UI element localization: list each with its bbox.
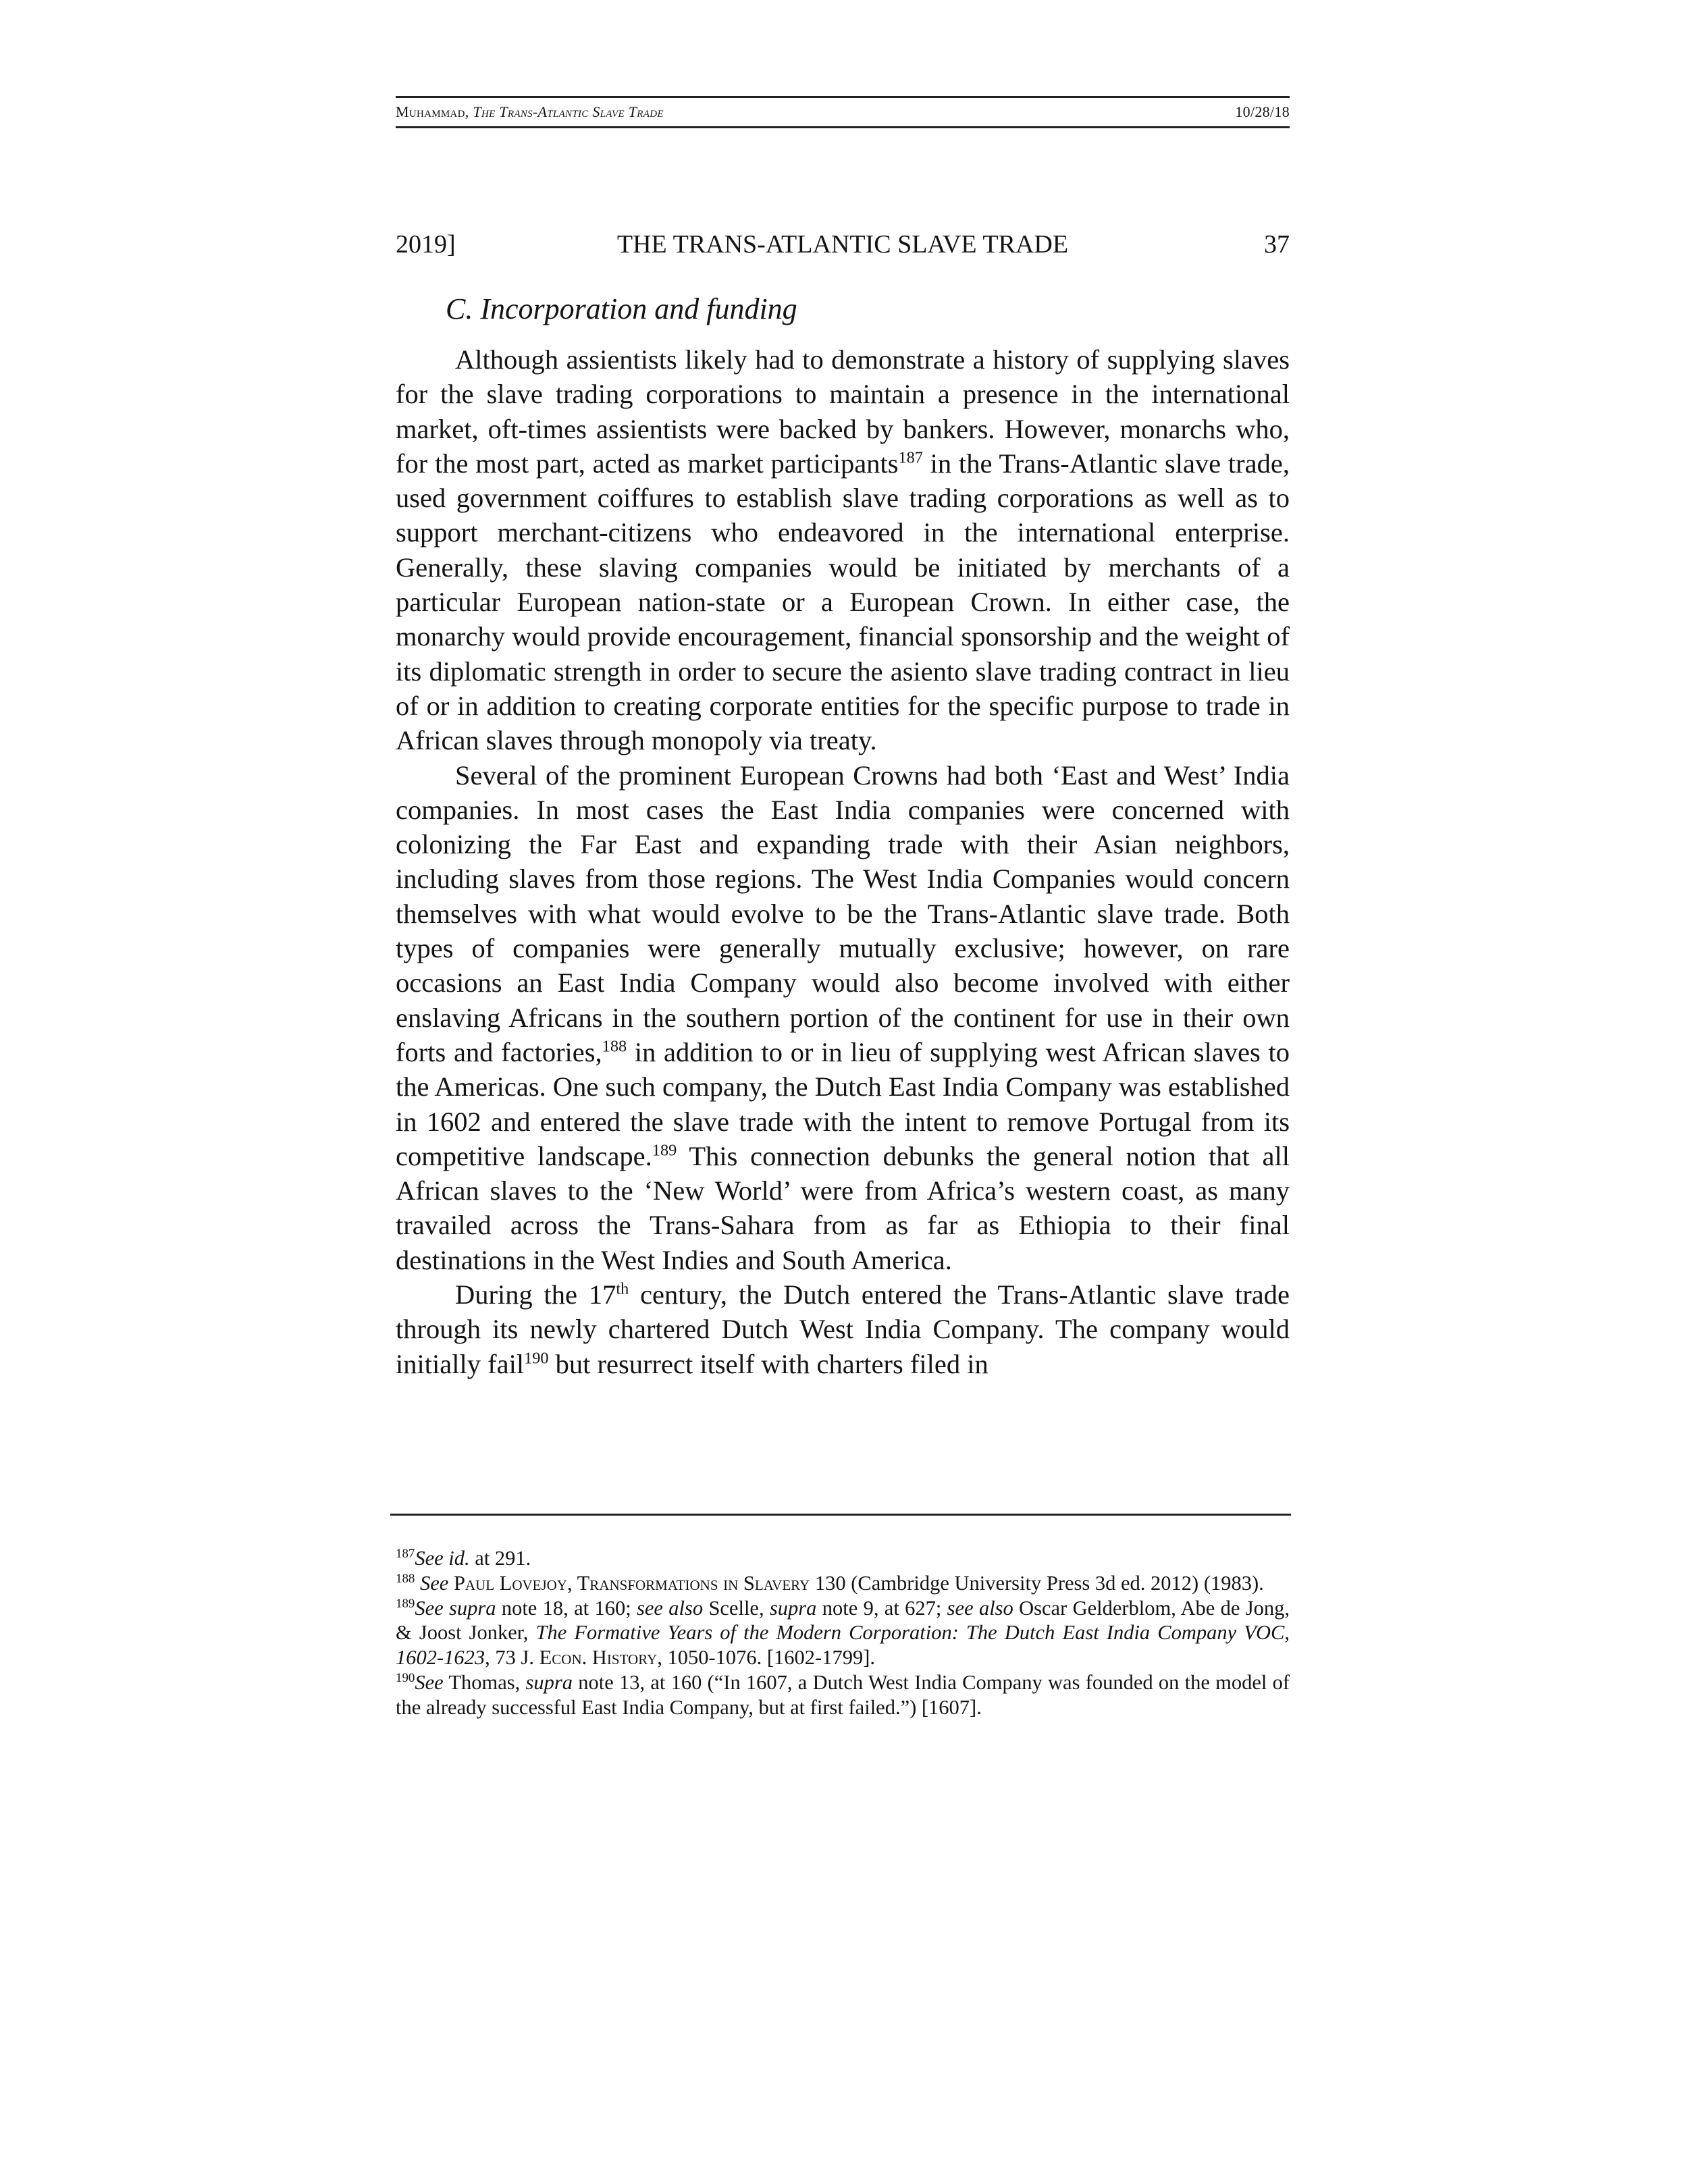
- page-header: [396, 225, 1290, 263]
- paragraph-text: century, the Dutch entered the Trans-Atlantic slave trade through its newly chartered Dutch West India Company. The company would initially fail: [396, 1279, 1290, 1379]
- footnote: [396, 1546, 1290, 1571]
- footnote-text: Oscar Gelderblom, Abe de Jong, & Joost Jonker,: [396, 1596, 1290, 1645]
- paragraph-text: in the Trans-Atlantic slave trade, used government coiffures to establish slave trading corporations as well as to support merchant-citizens who endeavored in the international enterprise. Generally, these slaving companies would be initiated by merchants of a particular European nation-state or a European Crown. In either case, the monarchy would provide encouragement, financial sponsorship and the weight of its diplomatic strength in order to secure the asiento slave trading contract in lieu of or in addition to creating corporate entities for the specific purpose to trade in African slaves through monopoly via treaty.: [396, 448, 1290, 756]
- footnote: [396, 1596, 1290, 1670]
- paragraph-text: This connection debunks the general notion that all African slaves to the ‘New World’ were from Africa’s western coast, as many travailed across the Trans-Sahara from as far as Ethiopia to their final destinations in the West Indies and South America.: [396, 1140, 1290, 1275]
- running-head-citation: [396, 103, 664, 121]
- paragraph-text: but resurrect itself with charters filed in: [548, 1348, 988, 1379]
- volume-year: 2019]: [396, 230, 456, 259]
- page-number: 37: [1264, 230, 1290, 259]
- signal: see also: [637, 1596, 704, 1620]
- paragraph: [396, 758, 1290, 1277]
- footnote-text: at 291.: [469, 1547, 531, 1570]
- signal: See: [415, 1670, 444, 1694]
- article-title: THE TRANS-ATLANTIC SLAVE TRADE: [616, 230, 1069, 259]
- footnote-ref[interactable]: 188: [602, 1037, 627, 1056]
- running-head-date: 10/28/18: [1235, 103, 1290, 120]
- paragraph-text: in addition to or in lieu of supplying west African slaves to the Americas. One such company, the Dutch East India Company was established in 1602 and entered the slave trade with the intent to remove Portugal from its competitive landscape.: [396, 1036, 1290, 1171]
- paragraph-text: Several of the prominent European Crowns had both ‘East and West’ India companies. In most cases the East India companies were concerned with colonizing the Far East and expanding trade with their Asian neighbors, including slaves from those regions. The West India Companies would concern themselves with what would evolve to be the Trans-Atlantic slave trade. Both types of companies were generally mutually exclusive; however, on rare occasions an East India Company would also become involved with either enslaving Africans in the southern portion of the continent for use in their own forts and factories,: [396, 760, 1290, 1067]
- signal: , supra: [758, 1596, 817, 1620]
- paragraph-text: During the 17: [455, 1279, 616, 1310]
- ordinal-suffix: th: [616, 1279, 629, 1298]
- footnote-number: 189: [396, 1596, 415, 1611]
- footnote-text: Thomas,: [443, 1670, 526, 1694]
- footnote-number: 188: [396, 1571, 415, 1586]
- footnote-number: 187: [396, 1546, 415, 1561]
- running-head: [396, 96, 1290, 128]
- journal-name: J. Econ. History: [521, 1646, 658, 1670]
- signal: See supra: [415, 1596, 496, 1620]
- footnotes: [396, 1546, 1290, 1720]
- body-text: [396, 342, 1290, 1381]
- paragraph: [396, 342, 1290, 758]
- paragraph: [396, 1277, 1290, 1381]
- footnote-number: 190: [396, 1670, 415, 1685]
- signal: see also: [947, 1596, 1013, 1620]
- signal: supra: [525, 1670, 573, 1694]
- running-head-author: Muhammad,: [396, 103, 469, 120]
- footnote-text: note 13, at 160 (“In 1607, a Dutch West India Company was founded on the model of the already successful East India Company, but at first failed.”) [1607].: [396, 1670, 1290, 1719]
- footnote-text: 130 (Cambridge University Press 3d ed. 2012) (1983).: [810, 1571, 1264, 1595]
- footnote-text: note 18, at 160;: [496, 1596, 637, 1620]
- footnote-text: , 1050-1076. [1602-1799].: [657, 1646, 875, 1670]
- section-heading: C. Incorporation and funding: [446, 292, 797, 325]
- article-title: The Formative Years of the Modern Corporation: The Dutch East India Company VOC, 1602-1623: [396, 1621, 1290, 1670]
- footnote: [396, 1670, 1290, 1720]
- footnote: [396, 1571, 1290, 1596]
- footnote-text: , 73: [485, 1646, 521, 1670]
- footnote-divider: [390, 1514, 1291, 1516]
- signal: See: [415, 1571, 449, 1595]
- signal: See id.: [415, 1547, 470, 1570]
- running-head-title: The Trans-Atlantic Slave Trade: [473, 103, 664, 120]
- cited-work: Paul Lovejoy, Transformations in Slavery: [453, 1571, 810, 1595]
- paragraph-text: Although assientists likely had to demonstrate a history of supplying slaves for the slave trading corporations to maintain a presence in the international market, oft-times assientists were backed by bankers. However, monarchs who, for the most part, acted as market participants: [396, 344, 1290, 479]
- footnote-ref[interactable]: 190: [524, 1349, 549, 1368]
- footnote-text: Scelle: [703, 1596, 759, 1620]
- footnote-ref[interactable]: 187: [898, 448, 923, 467]
- footnote-text: note 9, at 627;: [816, 1596, 947, 1620]
- footnote-ref[interactable]: 189: [652, 1141, 677, 1160]
